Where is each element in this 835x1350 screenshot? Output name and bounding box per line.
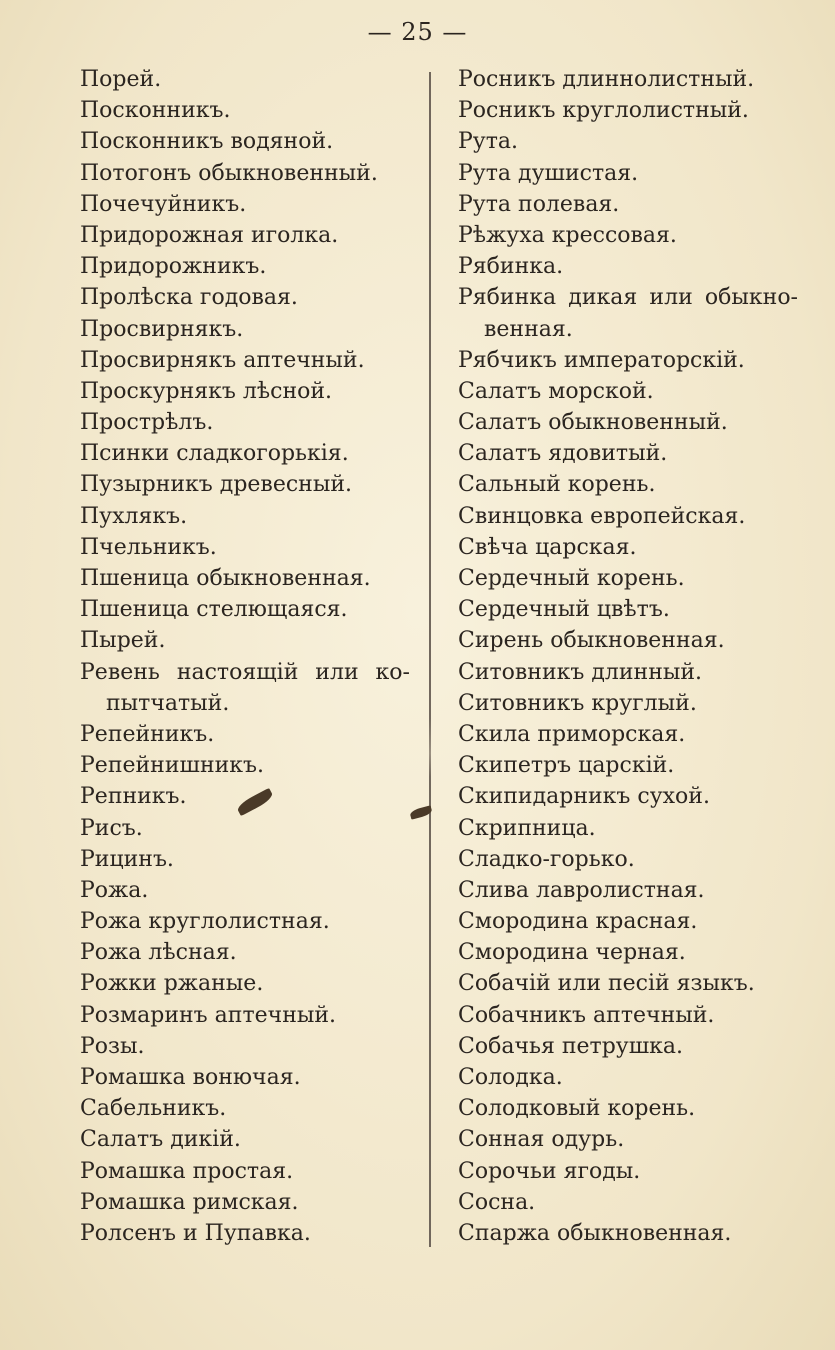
list-item: Пчельникъ.: [80, 534, 217, 560]
list-item: Слива лавролистная.: [458, 877, 705, 903]
list-item: Ромашка простая.: [80, 1158, 294, 1184]
list-item: Салатъ дикій.: [80, 1127, 241, 1153]
list-item: Пырей.: [80, 628, 166, 654]
list-item: пытчатый.: [106, 690, 230, 716]
list-item: Собачья петрушка.: [458, 1033, 684, 1059]
list-item: Прострѣлъ.: [80, 410, 214, 436]
list-item: Свинцовка европейская.: [458, 503, 746, 529]
list-item: Сердечный корень.: [458, 566, 685, 591]
list-item: Рута полевая.: [458, 191, 620, 217]
list-item: Пузырникъ древесный.: [80, 472, 352, 498]
list-item: Рябинка дикая или обыкно-: [458, 285, 798, 311]
list-item: Рябчикъ императорскій.: [458, 347, 745, 373]
left-column: [80, 64, 410, 1249]
list-item: Порей.: [80, 67, 162, 92]
list-item: Скипидарникъ сухой.: [458, 784, 710, 810]
list-item: Собачникъ аптечный.: [458, 1002, 715, 1028]
list-item: Придорожникъ.: [80, 254, 267, 280]
list-item: Рута.: [458, 129, 519, 155]
list-item: венная.: [484, 316, 573, 342]
list-item: Ролсенъ и Пупавка.: [80, 1220, 311, 1246]
list-item: Скила приморская.: [458, 721, 686, 747]
list-item: Салатъ ядовитый.: [458, 441, 668, 467]
list-item: Рисъ.: [80, 815, 143, 841]
list-item: Сосна.: [458, 1189, 536, 1215]
list-item: Свѣча царская.: [458, 534, 637, 560]
list-item: Посконникъ.: [80, 98, 231, 124]
list-item: Рута душистая.: [458, 160, 639, 186]
list-item: Собачій или песій языкъ.: [458, 971, 755, 997]
list-item: Рицинъ.: [80, 846, 174, 872]
list-item: Рожа лѣсная.: [80, 940, 237, 966]
right-column: [458, 64, 798, 1249]
list-item: Росникъ длиннолистный.: [458, 67, 755, 92]
list-item: Просвирнякъ аптечный.: [80, 347, 365, 373]
list-item: Репейникъ.: [80, 721, 215, 747]
list-item: Спаржа обыкновенная.: [458, 1220, 732, 1246]
list-item: Сирень обыкновенная.: [458, 628, 725, 654]
list-item: Солодковый корень.: [458, 1096, 696, 1122]
list-item: Рожа.: [80, 877, 149, 903]
list-item: Почечуйникъ.: [80, 191, 247, 217]
list-item: Смородина черная.: [458, 940, 686, 966]
list-item: Репникъ.: [80, 784, 187, 810]
list-item: Пролѣска годовая.: [80, 285, 298, 311]
list-item: Солодка.: [458, 1065, 563, 1090]
list-item: Посконникъ водяной.: [80, 129, 334, 155]
list-item: Салатъ морской.: [458, 378, 654, 404]
list-item: Сабельникъ.: [80, 1096, 227, 1122]
list-item: Сорочьи ягоды.: [458, 1158, 641, 1184]
list-item: Ромашка вонючая.: [80, 1065, 301, 1090]
list-item: Пухлякъ.: [80, 503, 188, 529]
list-item: Проскурнякъ лѣсной.: [80, 378, 333, 404]
list-item: Пшеница стелющаяся.: [80, 597, 348, 623]
list-item: Рожа круглолистная.: [80, 909, 330, 935]
list-item: Росникъ круглолистный.: [458, 98, 749, 124]
list-item: Придорожная иголка.: [80, 222, 339, 248]
list-item: Сальный корень.: [458, 472, 656, 498]
list-item: Псинки сладкогорькія.: [80, 441, 349, 467]
page-number: — 25 —: [367, 18, 468, 46]
list-item: Ситовникъ длинный.: [458, 659, 703, 685]
list-item: Розмаринъ аптечный.: [80, 1002, 337, 1028]
list-item: Скипетръ царскій.: [458, 753, 675, 779]
list-item: Репейнишникъ.: [80, 753, 265, 779]
list-item: Ромашка римская.: [80, 1189, 299, 1215]
list-item: Розы.: [80, 1033, 145, 1059]
list-item: Ситовникъ круглый.: [458, 690, 697, 716]
list-item: Ревень настоящій или ко-: [80, 659, 410, 685]
list-item: Пшеница обыкновенная.: [80, 566, 371, 591]
list-item: Салатъ обыкновенный.: [458, 410, 728, 436]
list-item: Рябинка.: [458, 254, 564, 280]
list-item: Сердечный цвѣтъ.: [458, 597, 670, 623]
list-item: Рѣжуха крессовая.: [458, 222, 677, 248]
column-divider: [429, 72, 431, 1247]
list-item: Просвирнякъ.: [80, 316, 244, 342]
list-item: Потогонъ обыкновенный.: [80, 160, 378, 186]
list-item: Смородина красная.: [458, 909, 698, 935]
list-item: Сладко-горько.: [458, 846, 635, 872]
list-item: Сонная одурь.: [458, 1127, 625, 1153]
list-item: Скрипница.: [458, 815, 596, 841]
list-item: Рожки ржаные.: [80, 971, 264, 997]
